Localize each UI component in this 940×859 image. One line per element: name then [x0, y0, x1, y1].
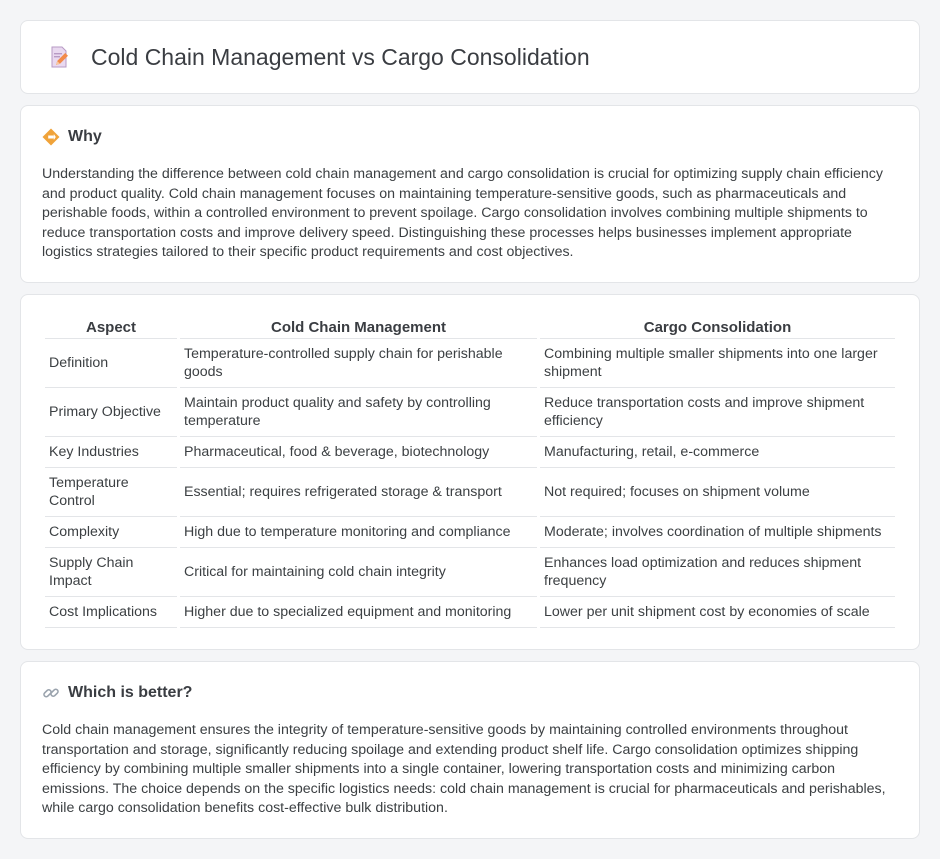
better-heading-row	[42, 684, 898, 702]
comparison-table	[42, 315, 898, 628]
row-cold-chain: Maintain product quality and safety by controlling temperature	[180, 388, 537, 437]
table-header-row	[45, 315, 895, 339]
better-heading: Which is better?	[68, 684, 193, 701]
row-cargo: Enhances load optimization and reduces shipment frequency	[540, 548, 895, 597]
row-cold-chain: Essential; requires refrigerated storage & transport	[180, 468, 537, 517]
row-aspect: Definition	[45, 339, 177, 388]
row-aspect: Primary Objective	[45, 388, 177, 437]
document-pencil-icon	[47, 45, 71, 69]
link-icon	[42, 684, 60, 702]
table-row	[45, 468, 895, 517]
table-row	[45, 437, 895, 468]
why-text: Understanding the difference between cold chain management and cargo consolidation is crucial for optimizing supply chain efficiency and product quality. Cold chain management focuses on maintaining temperature-sensitive goods, such as pharmaceuticals and perishable foods, within a controlled environment to prevent spoilage. Cargo consolidation involves combining multiple shipments to reduce transportation costs and improve delivery speed. Distinguishing these processes helps businesses implement appropriate logistics strategies tailored to their specific product requirements and cost objectives.	[42, 166, 883, 261]
row-cold-chain: Higher due to specialized equipment and monitoring	[180, 597, 537, 628]
header-aspect: Aspect	[45, 315, 177, 339]
row-aspect: Cost Implications	[45, 597, 177, 628]
better-section	[20, 661, 920, 839]
table-row	[45, 597, 895, 628]
row-aspect: Supply Chain Impact	[45, 548, 177, 597]
better-text: Cold chain management ensures the integrity of temperature-sensitive goods by maintaining controlled environments throughout transportation and storage, significantly reducing spoilage and extending product shelf life. Cargo consolidation optimizes shipping efficiency by combining multiple smaller shipments into a single container, lowering transportation costs and minimizing carbon emissions. The choice depends on the specific logistics needs: cold chain management is crucial for pharmaceuticals and perishables, while cargo consolidation benefits cost-effective bulk distribution.	[42, 722, 886, 817]
table-row	[45, 388, 895, 437]
row-cold-chain: Temperature-controlled supply chain for perishable goods	[180, 339, 537, 388]
header-cargo-consolidation: Cargo Consolidation	[540, 315, 895, 339]
comparison-section	[20, 294, 920, 650]
row-aspect: Temperature Control	[45, 468, 177, 517]
title-card	[20, 20, 920, 94]
row-cargo: Not required; focuses on shipment volume	[540, 468, 895, 517]
row-cargo: Manufacturing, retail, e-commerce	[540, 437, 895, 468]
row-aspect: Complexity	[45, 517, 177, 548]
why-heading-row	[42, 128, 898, 146]
table-row	[45, 339, 895, 388]
row-cargo: Combining multiple smaller shipments into one larger shipment	[540, 339, 895, 388]
row-cargo: Moderate; involves coordination of multiple shipments	[540, 517, 895, 548]
row-cold-chain: High due to temperature monitoring and compliance	[180, 517, 537, 548]
diamond-sign-icon	[42, 128, 60, 146]
row-cold-chain: Pharmaceutical, food & beverage, biotechnology	[180, 437, 537, 468]
row-cargo: Reduce transportation costs and improve shipment efficiency	[540, 388, 895, 437]
row-cargo: Lower per unit shipment cost by economies of scale	[540, 597, 895, 628]
table-row	[45, 517, 895, 548]
table-row	[45, 548, 895, 597]
page-title: Cold Chain Management vs Cargo Consolidation	[91, 43, 590, 70]
row-cold-chain: Critical for maintaining cold chain integrity	[180, 548, 537, 597]
row-aspect: Key Industries	[45, 437, 177, 468]
why-heading: Why	[68, 128, 102, 145]
header-cold-chain: Cold Chain Management	[180, 315, 537, 339]
why-section	[20, 105, 920, 283]
